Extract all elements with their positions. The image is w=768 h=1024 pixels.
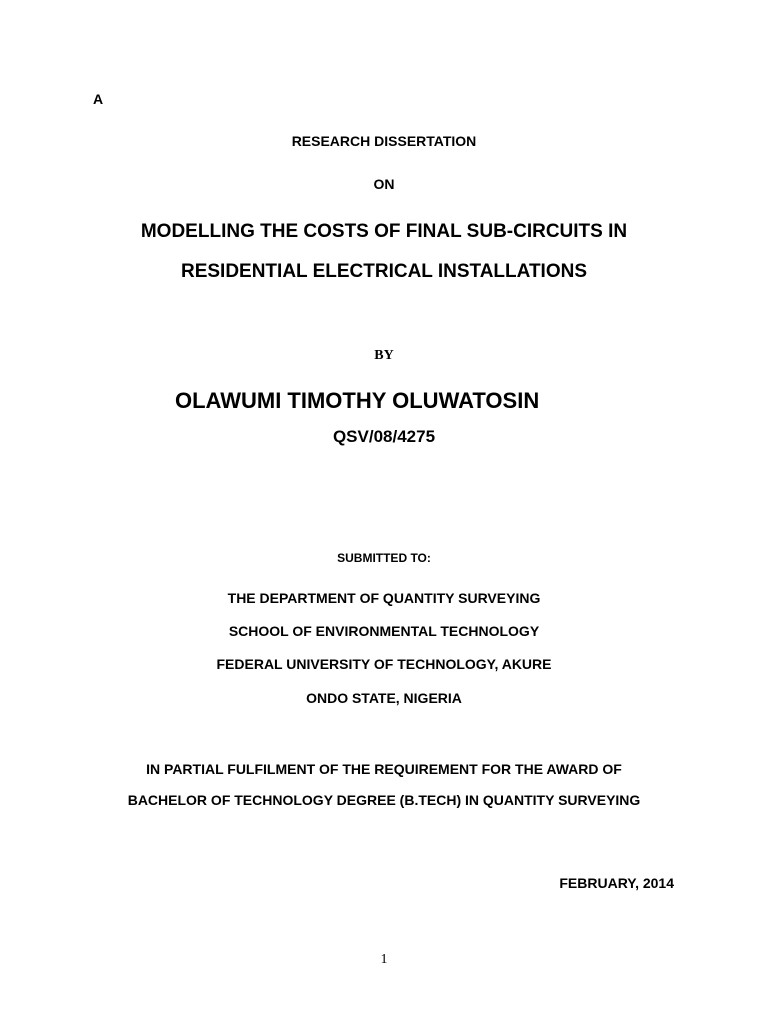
title-line-1: MODELLING THE COSTS OF FINAL SUB-CIRCUITS IN xyxy=(140,221,628,242)
department-name: THE DEPARTMENT OF QUANTITY SURVEYING xyxy=(227,590,541,606)
fulfilment-line-2: BACHELOR OF TECHNOLOGY DEGREE (B.TECH) IN QUANTITY SURVEYING xyxy=(127,792,641,808)
submitted-to-label: SUBMITTED TO: xyxy=(337,551,431,565)
document-type: RESEARCH DISSERTATION xyxy=(291,133,477,149)
location-name: ONDO STATE, NIGERIA xyxy=(306,690,462,706)
university-name: FEDERAL UNIVERSITY OF TECHNOLOGY, AKURE xyxy=(216,656,552,672)
by-label: BY xyxy=(374,348,394,363)
submission-date: FEBRUARY, 2014 xyxy=(559,875,674,891)
matric-number: QSV/08/4275 xyxy=(332,427,436,446)
author-name: OLAWUMI TIMOTHY OLUWATOSIN xyxy=(175,388,540,413)
title-line-2: RESIDENTIAL ELECTRICAL INSTALLATIONS xyxy=(180,261,588,282)
article-label: A xyxy=(93,91,104,107)
on-label: ON xyxy=(373,176,395,192)
page-number: 1 xyxy=(380,952,388,967)
fulfilment-line-1: IN PARTIAL FULFILMENT OF THE REQUIREMENT FOR THE AWARD OF xyxy=(146,761,622,777)
school-name: SCHOOL OF ENVIRONMENTAL TECHNOLOGY xyxy=(228,623,540,639)
